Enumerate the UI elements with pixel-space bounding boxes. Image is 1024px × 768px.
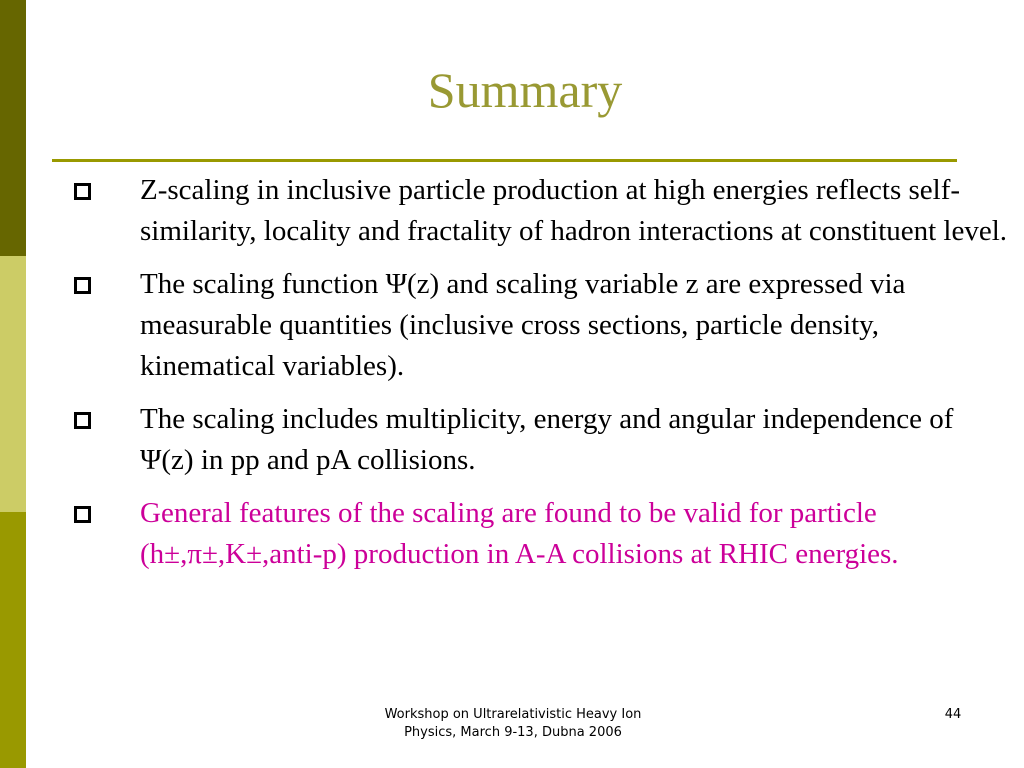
square-bullet-icon	[74, 412, 91, 429]
bullet-item	[68, 264, 1013, 387]
sidebar-band-light	[0, 256, 26, 512]
bullet-text: General features of the scaling are found to be valid for particle (h±,π±,K±,anti-p) production in A-A collisions at RHIC energies.	[140, 497, 899, 570]
bullet-text: The scaling includes multiplicity, energy and angular independence of Ψ(z) in pp and pA collisions.	[140, 403, 954, 476]
bullet-item	[68, 399, 1013, 481]
bullet-text: Z-scaling in inclusive particle production at high energies reflects self-similarity, locality and fractality of hadron interactions at constituent level.	[140, 174, 1008, 247]
sidebar-decoration	[0, 0, 26, 768]
slide-title: Summary	[427, 62, 623, 118]
title-divider	[52, 159, 957, 162]
square-bullet-icon	[74, 277, 91, 294]
bullet-list	[68, 170, 1013, 587]
page-number: 44	[944, 707, 962, 722]
footer-text	[330, 706, 696, 742]
sidebar-band-dark	[0, 0, 26, 256]
footer-line-1: Workshop on Ultrarelativistic Heavy Ion	[384, 707, 642, 722]
square-bullet-icon	[74, 183, 91, 200]
bullet-item	[68, 170, 1013, 252]
bullet-text: The scaling function Ψ(z) and scaling variable z are expressed via measurable quantities (inclusive cross sections, particle density, kinematical variables).	[140, 268, 906, 382]
square-bullet-icon	[74, 506, 91, 523]
footer-line-2: Physics, March 9-13, Dubna 2006	[404, 725, 622, 740]
bullet-item-highlighted	[68, 493, 1013, 575]
sidebar-band-mid	[0, 512, 26, 768]
